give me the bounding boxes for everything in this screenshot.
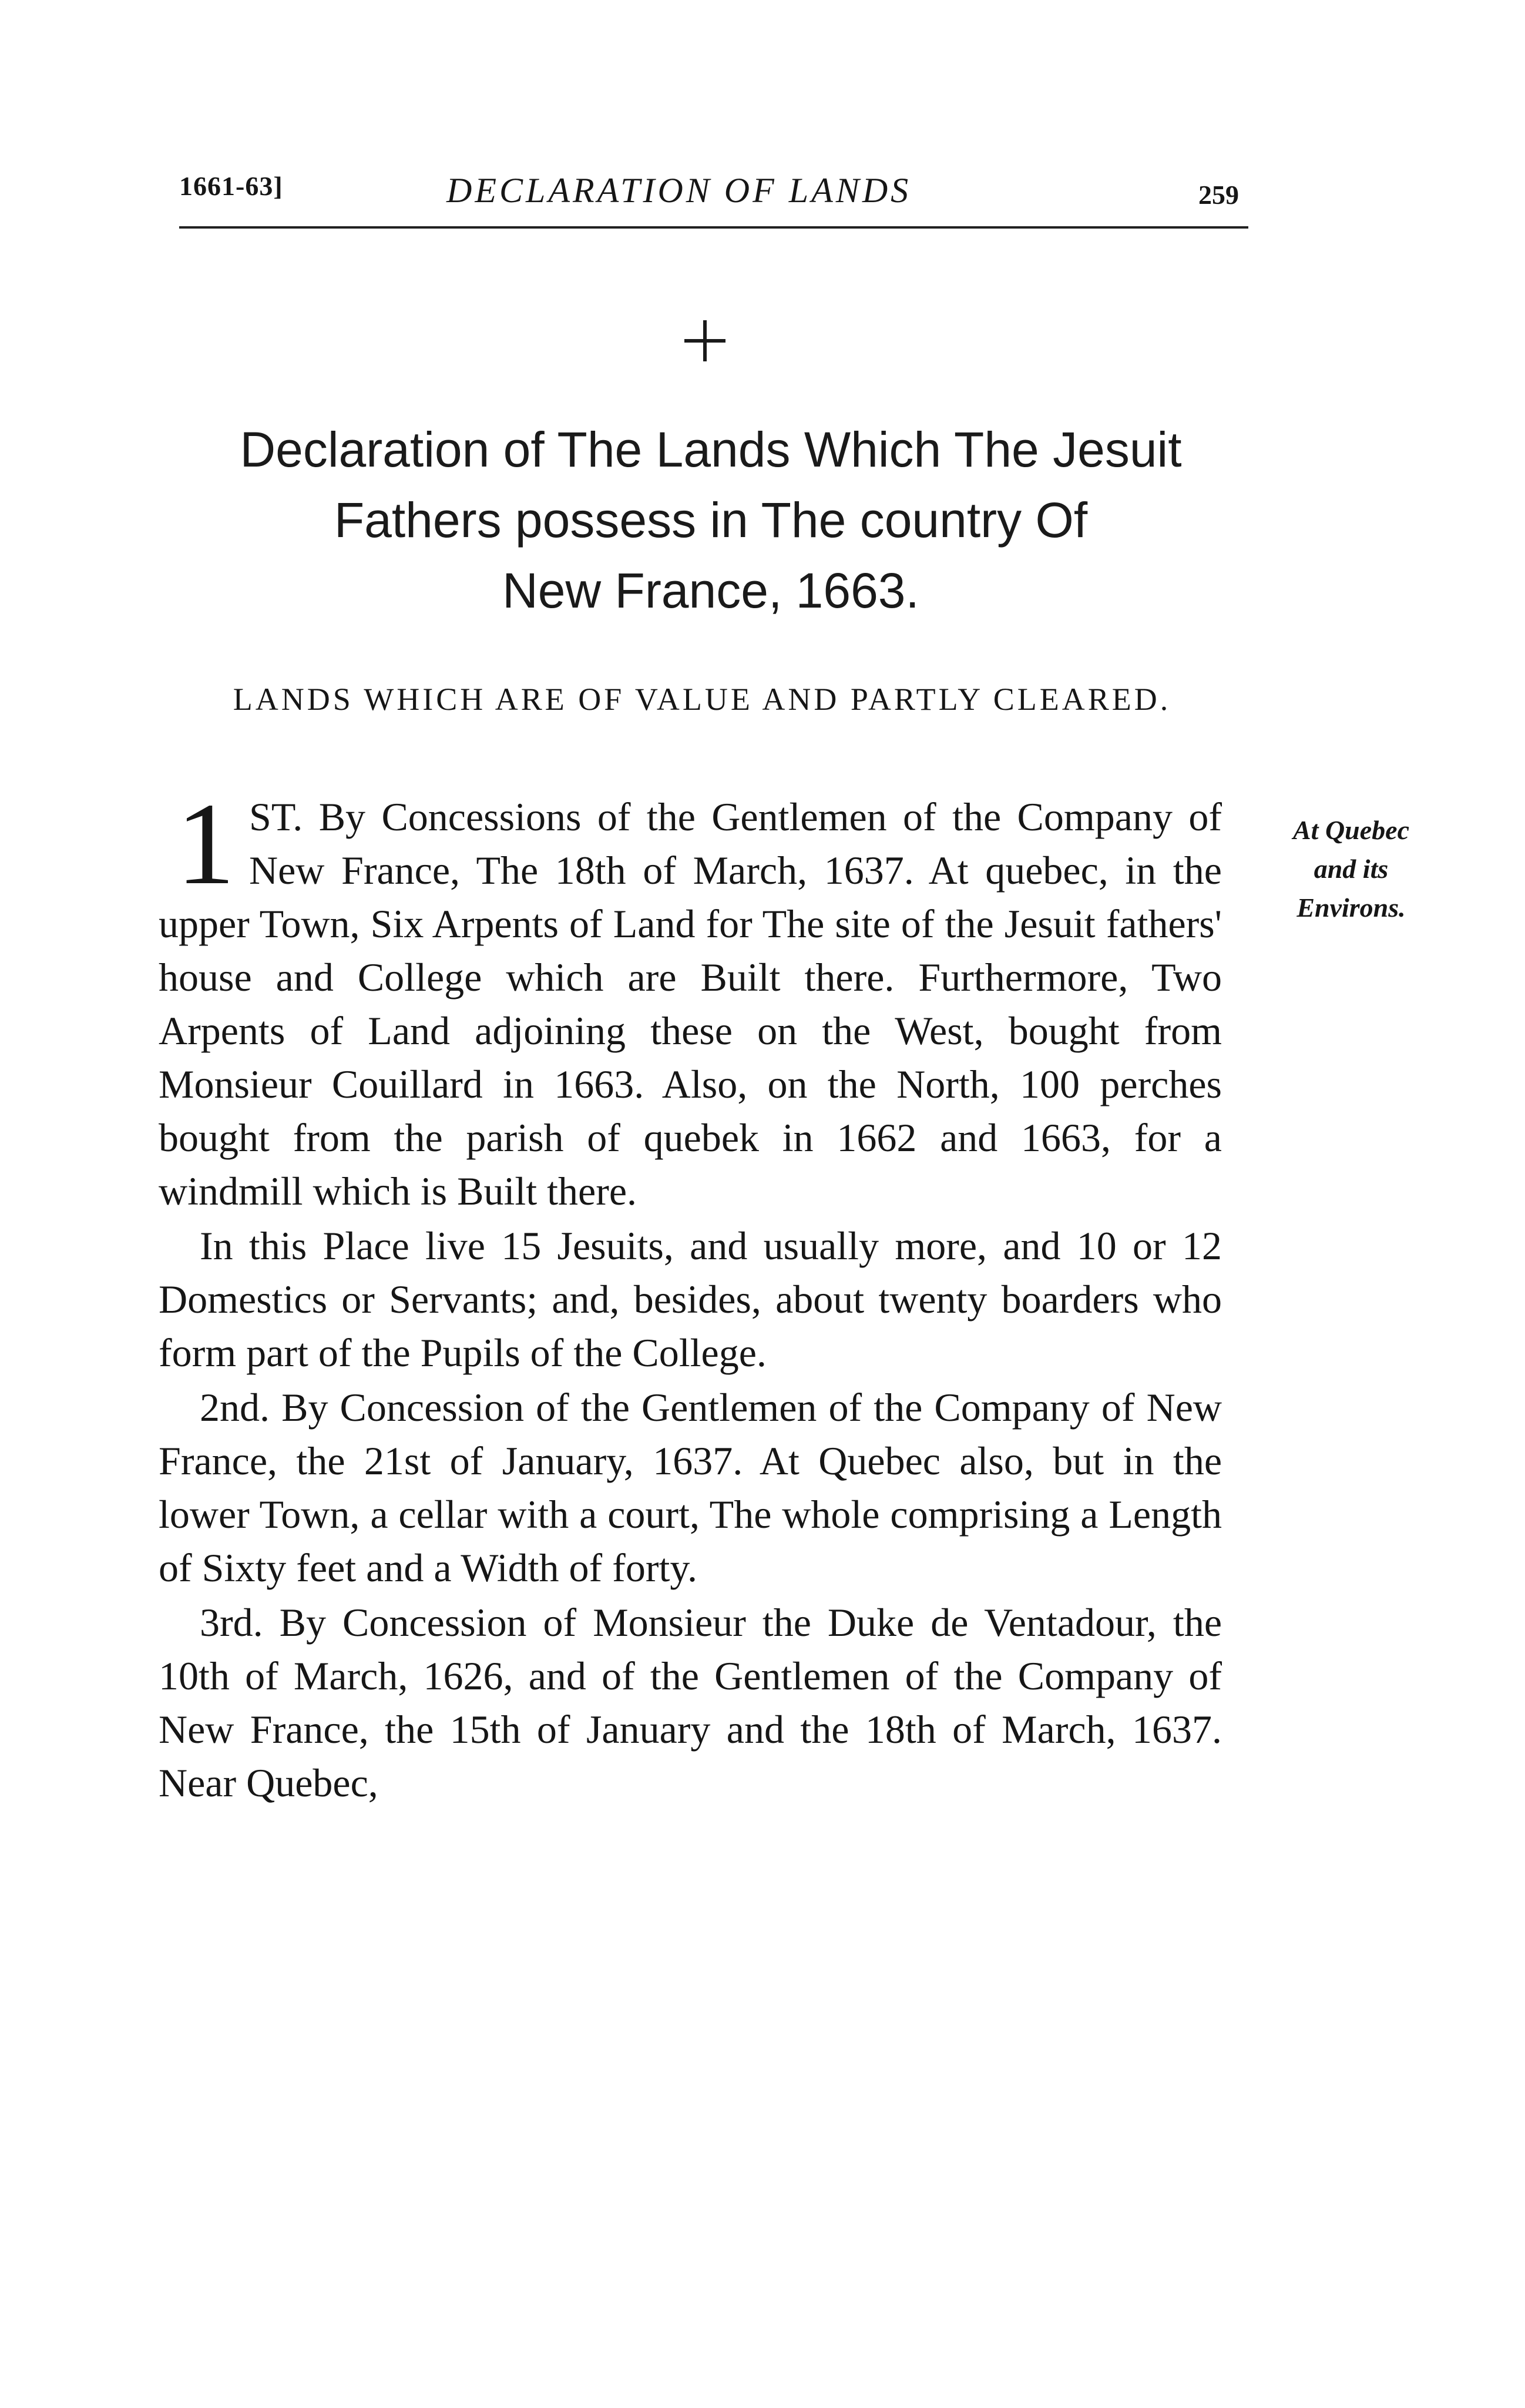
running-title: DECLARATION OF LANDS	[446, 171, 912, 210]
paragraph-text: ST. By Concessions of the Gentlemen of the Company of New France, The 18th of March, 1637. At quebec, in the upper Town, Six Arpents of Land for The site of the Jesuit fathers' house and College which are Built there. Furthermore, Two Arpents of Land adjoining these on the West, bought from Monsieur Couillard in 1663. Also, on the North, 100 perches bought from the parish of quebek in 1662 and 1663, for a windmill which is Built there.	[159, 794, 1222, 1213]
section-heading: LANDS WHICH ARE OF VALUE AND PARTLY CLEARED.	[233, 682, 1171, 717]
header-date-range: 1661-63]	[179, 171, 283, 201]
margin-note-line: Environs.	[1296, 893, 1406, 923]
margin-note-line: and its	[1314, 854, 1389, 884]
paragraph: 2nd. By Concession of the Gentlemen of the Company of New France, the 21st of January, 1637. At Quebec also, but in the lower Town, a cellar with a court, The whole comprising a Length of Sixty feet and a Width of forty.	[159, 1385, 1222, 1590]
paragraph: In this Place live 15 Jesuits, and usually more, and 10 or 12 Domestics or Servants; and, besides, about twenty boarders who form part of the Pupils of the College.	[159, 1223, 1222, 1375]
title-line: Declaration of The Lands Which The Jesuit	[240, 422, 1182, 477]
title-line: Fathers possess in The country Of	[334, 492, 1088, 548]
paragraph: 3rd. By Concession of Monsieur the Duke de Ventadour, the 10th of March, 1626, and of the Gentlemen of the Company of New France, the 15th of January and the 18th of March, 1637. Near Quebec,	[159, 1600, 1222, 1805]
header-rule	[179, 226, 1248, 229]
margin-note-line: At Quebec	[1292, 815, 1409, 845]
title-line: New France, 1663.	[502, 563, 919, 618]
margin-note	[1257, 811, 1445, 927]
cross-icon	[684, 320, 725, 361]
page-number: 259	[1198, 180, 1239, 210]
body-text	[159, 779, 1222, 1811]
paragraph-first	[159, 779, 1222, 1218]
drop-cap: 1	[176, 779, 235, 909]
document-title	[164, 414, 1257, 626]
